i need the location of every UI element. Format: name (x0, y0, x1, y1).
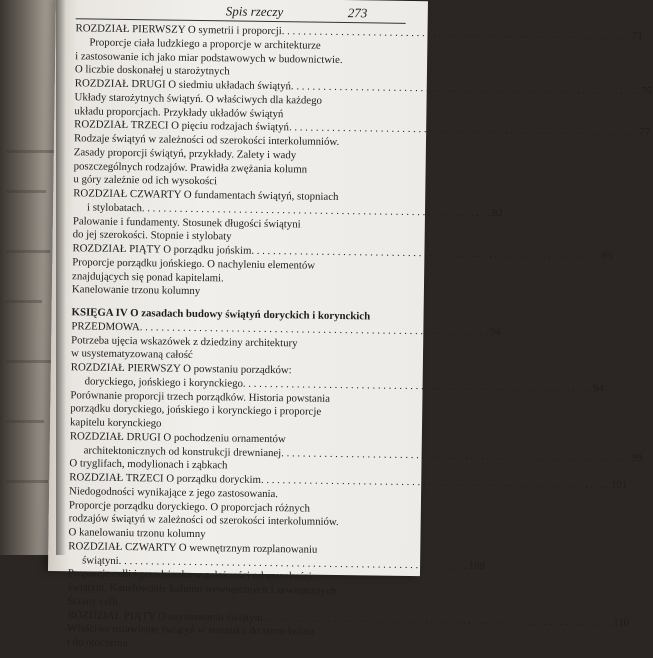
toc-entry-text: Kanelowanie trzonu kolumny (71, 283, 201, 298)
toc-entry-text: Niedogodności wynikające z jego zastosowania. (69, 484, 279, 500)
toc-entry-text: świątyni. Kanelowanie kolumn wewnętrznych i zewnętrznych. (67, 581, 340, 598)
toc-entry-text: Zasady proporcji świątyń, przykłady. Zalety i wady (73, 146, 297, 162)
toc-entry-text: ROZDZIAŁ PIĄTY O porządku jońskim (72, 242, 252, 257)
toc-entry-text: ROZDZIAŁ DRUGI O pochodzeniu ornamentów (69, 429, 286, 446)
toc-page-number: 110 (613, 616, 630, 629)
toc-entry-text: i stylobatach (86, 201, 143, 214)
toc-entry-text: znajdujących się ponad kapitelami. (72, 269, 224, 284)
toc-entry-text: ROZDZIAŁ PIERWSZY O powstaniu porządków: (70, 361, 292, 377)
toc-page-number: 94 (489, 325, 501, 338)
toc-entry-text: Proporcje porządku jońskiego. O nachyleniu elementów (72, 256, 316, 272)
toc-entry-text: PRZEDMOWA (71, 319, 140, 333)
toc-entry-text: i zastosowanie ich jako miar podstawowych w budownictwie. (75, 49, 343, 66)
toc-page-number: 77 (639, 126, 651, 139)
toc-entry-text: kapitelu korynckiego (69, 416, 162, 430)
page-number: 273 (347, 5, 368, 21)
toc-entry-text: architektonicznych od konstrukcji drewnianej (83, 443, 282, 459)
toc-page-number: 75 (641, 85, 653, 98)
toc-entry-text: Układy starożytnych świątyń. O właściwych dla każdego (74, 91, 323, 107)
toc-entry-text: i do otoczenia (66, 636, 128, 650)
toc-entry-text: O kanelowaniu trzonu kolumny (68, 526, 206, 541)
toc-page-number: 85 (601, 249, 613, 262)
toc-page-number: 82 (492, 206, 503, 220)
toc-entry-text: O tryglifach, modylionach i ząbkach (69, 457, 228, 472)
book-spine-shadow (56, 0, 66, 555)
toc-page-number: 99 (631, 451, 643, 464)
toc-entry-text: Potrzeba ujęcia wskazówek z dziedziny architektury (71, 333, 298, 349)
toc-entry-text: świątyni (82, 553, 119, 567)
toc-entry-text: w usystematyzowaną całość (70, 347, 193, 362)
toc-entry-text: ROZDZIAŁ PIĄTY O usytuowaniu świątyni (67, 608, 264, 624)
toc-entry-text: Palowanie i fundamenty. Stosunek długości świątyni (72, 214, 301, 230)
toc-page-number: 101 (611, 478, 628, 492)
toc-entry-text: ROZDZIAŁ DRUGI O siedmiu układach świątyń (74, 77, 292, 93)
toc-entry-text: ROZDZIAŁ CZWARTY O fundamentach świątyń, stopniach (73, 187, 339, 203)
toc-entry-text: Właściwe ustawienie świątyń w stosunku do stron świata (67, 622, 315, 638)
toc-entry-text: Porównanie proporcji trzech porządków. Historia powstania (70, 388, 331, 405)
toc-entry-text: ROZDZIAŁ TRZECI O pięciu rodzajach świątyń (74, 118, 290, 134)
toc-entry-text: doryckiego, jońskiego i korynckiego (84, 375, 244, 390)
toc-entry-text: ROZDZIAŁ CZWARTY O wewnętrznym rozplanowaniu (68, 539, 318, 556)
table-of-contents (66, 22, 653, 654)
toc-entry-text: ROZDZIAŁ TRZECI O porządku doryckim (69, 471, 262, 486)
toc-entry-text: O liczbie doskonałej u starożytnych (74, 63, 230, 78)
book-heading: KSIĘGA IV O zasadach budowy świątyń doryckich i korynckich (71, 306, 371, 323)
toc-entry-text: do jej szerokości. Stopnie i stylobaty (72, 228, 232, 243)
toc-entry-text: rodzajów świątyń w zależności od szerokości interkolumniów. (68, 512, 339, 529)
toc-entry-text: Ściany celli (67, 594, 119, 608)
toc-entry-text: u góry zależnie od ich wysokości (73, 173, 218, 188)
toc-entry-text: Rodzaje świątyń w zależności od szerokości interkolumniów. (73, 132, 340, 148)
toc-entry-text: Proporcje celli i przedsionka w zależności od szerokości (67, 567, 312, 583)
running-title: Spis rzeczy (225, 3, 284, 20)
toc-page-number: 71 (631, 30, 643, 43)
toc-entry-text: poszczególnych rodzajów. Prawidła zwężania kolumn (73, 159, 308, 176)
toc-page-number: 108 (468, 559, 486, 572)
toc-entry-text: układu proporcjach. Przykłady układów świątyń (74, 104, 284, 120)
toc-entry-text: porządku doryckiego, jońskiego i korynckiego i proporcje (70, 402, 322, 418)
toc-entry-text: Proporcje porządku doryckiego. O proporcjach różnych (68, 498, 311, 515)
toc-entry-text: ROZDZIAŁ PIERWSZY O symetrii i proporcji (75, 22, 282, 38)
toc-entry-text: Proporcje ciała ludzkiego a proporcje w architekturze (89, 36, 321, 52)
book-page (48, 0, 653, 650)
toc-page-number: 94 (593, 382, 604, 395)
